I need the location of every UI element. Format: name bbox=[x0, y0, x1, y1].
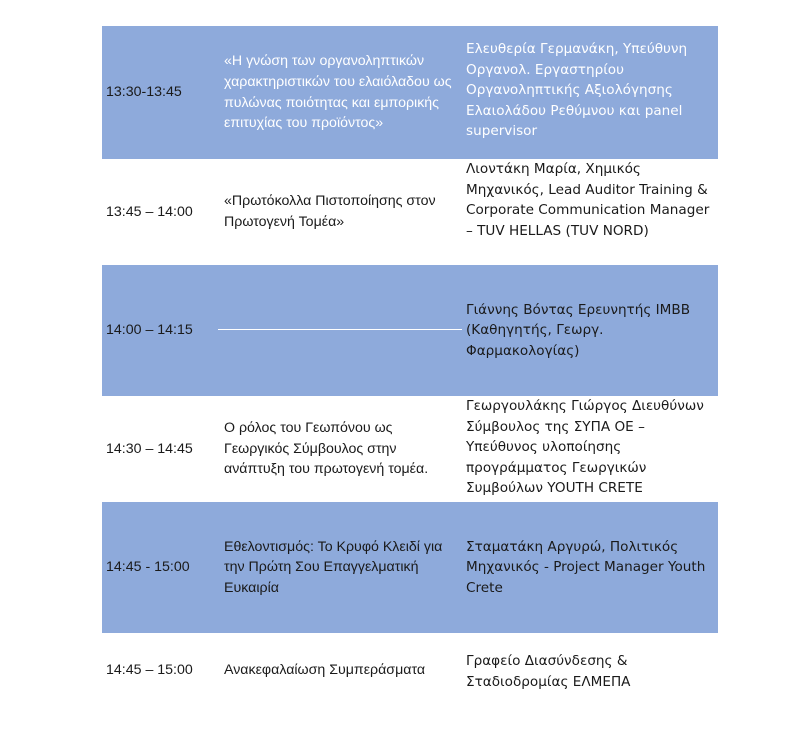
topic-cell: «Πρωτόκολλα Πιστοποίησης στον Πρωτογενή Τομέα» bbox=[224, 193, 436, 230]
table-row bbox=[102, 633, 718, 750]
topic-cell: Ο ρόλος του Γεωπόνου ως Γεωργικός Σύμβουλος στην ανάπτυξη του πρωτογενή τομέα. bbox=[224, 420, 429, 478]
time-cell: 14:45 – 15:00 bbox=[106, 662, 193, 678]
table-row bbox=[102, 159, 718, 265]
speaker-cell: Λιοντάκη Μαρία, Χημικός Μηχανικός, Lead Auditor Training & Corporate Communication Manager – TUV HELLAS (TUV NORD) bbox=[466, 161, 710, 239]
topic-cell: Ανακεφαλαίωση Συμπεράσματα bbox=[224, 662, 426, 678]
time-cell: 14:00 – 14:15 bbox=[106, 322, 193, 339]
table-row bbox=[102, 396, 718, 502]
topic-cell: Εθελοντισμός: Το Κρυφό Κλειδί για την Πρώτη Σου Επαγγελματική Ευκαιρία bbox=[224, 538, 443, 596]
time-cell: 14:30 – 14:45 bbox=[106, 440, 193, 457]
topic-cell: «Η γνώση των οργανοληπτικών χαρακτηριστικών του ελαιόλαδου ως πυλώνας ποιότητας και εμπορικής επιτυχίας του προϊόντος» bbox=[224, 53, 452, 132]
topic-divider-line bbox=[218, 329, 462, 330]
topic-cell bbox=[216, 265, 460, 396]
time-cell: 13:30-13:45 bbox=[106, 84, 182, 101]
time-cell: 14:45 - 15:00 bbox=[106, 559, 190, 576]
schedule-table bbox=[102, 26, 718, 750]
speaker-cell: Γραφείο Διασύνδεσης & Σταδιοδρομίας ΕΛΜΕΠΑ bbox=[466, 653, 631, 690]
speaker-cell: Σταματάκη Αργυρώ, Πολιτικός Μηχανικός - Project Manager Youth Crete bbox=[466, 538, 706, 596]
speaker-cell: Γιάννης Βόντας Ερευνητής IMBB (Καθηγητής, Γεωργ. Φαρμακολογίας) bbox=[466, 301, 691, 359]
speaker-cell: Γεωργουλάκης Γιώργος Διευθύνων Σύμβουλος της ΣΥΠΑ ΟΕ – Υπεύθυνος υλοποίησης προγράμματος Γεωργικών Συμβούλων YOUTH CRETE bbox=[466, 398, 704, 497]
table-row bbox=[102, 265, 718, 396]
table-row bbox=[102, 26, 718, 159]
table-row bbox=[102, 502, 718, 633]
time-cell: 13:45 – 14:00 bbox=[106, 203, 193, 220]
speaker-cell: Ελευθερία Γερμανάκη, Υπεύθυνη Οργανολ. Εργαστηρίου Οργανοληπτικής Αξιολόγησης Ελαιολάδου Ρεθύμνου και panel supervisor bbox=[466, 41, 688, 140]
